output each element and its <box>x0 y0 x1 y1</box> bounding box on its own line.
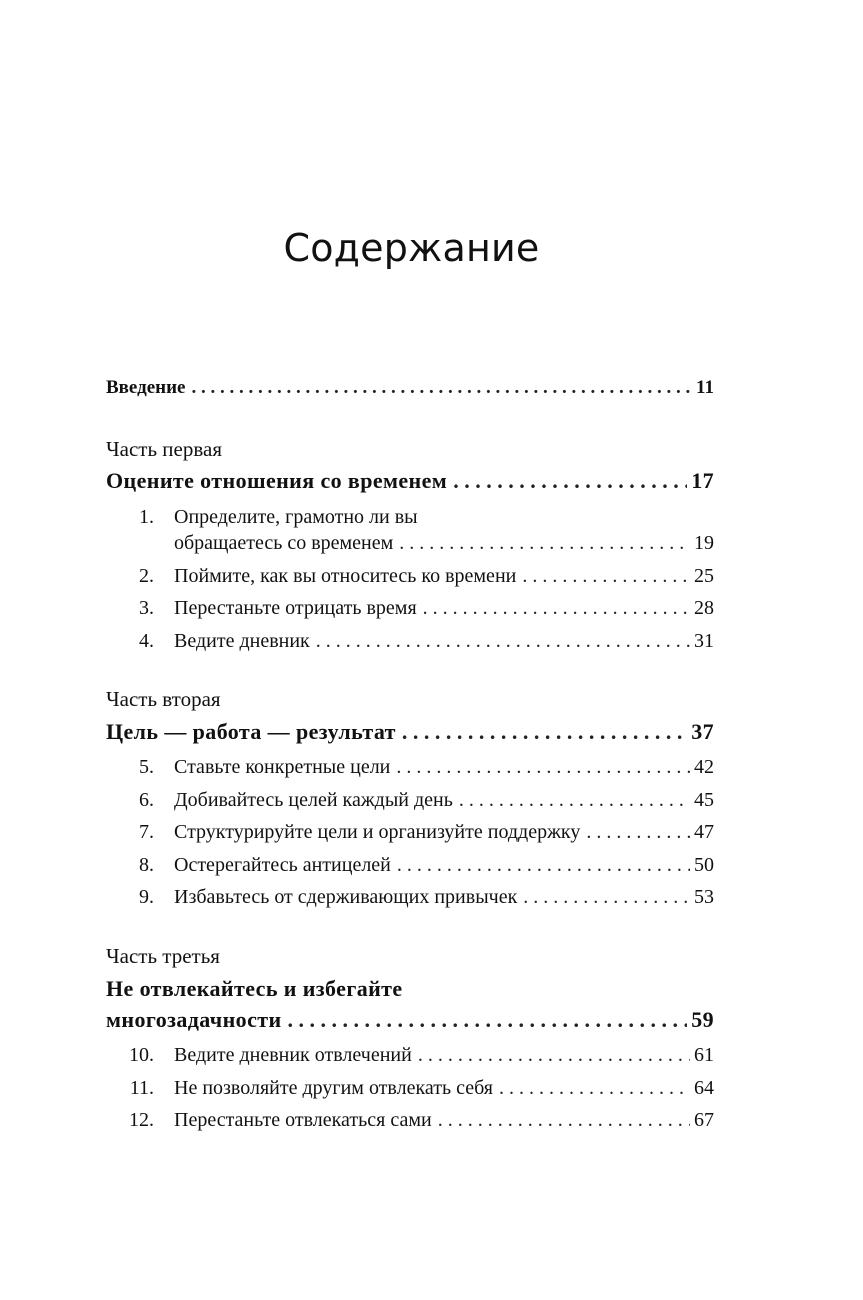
toc-entry-chapter[interactable] <box>126 1076 714 1100</box>
dot-leader <box>192 376 693 400</box>
toc-page-number: 17 <box>691 468 714 493</box>
dot-leader <box>316 629 690 653</box>
dot-leader <box>402 720 687 744</box>
chapter-title: Перестаньте отрицать время <box>174 597 417 619</box>
chapter-title: Ставьте конкретные цели <box>174 756 391 778</box>
part-label: Часть вторая <box>106 687 221 711</box>
part-title-line1: Не отвлекайтесь и избегайте <box>106 976 403 1001</box>
toc-page-number: 28 <box>694 597 714 619</box>
chapter-title: Перестаньте отвлекаться сами <box>174 1109 432 1131</box>
chapter-number: 3. <box>139 597 154 619</box>
toc-entry-chapter[interactable] <box>126 596 714 620</box>
chapter-title: обращаетесь со временем <box>174 532 394 554</box>
toc-page-number: 11 <box>696 377 714 398</box>
chapter-title: Ведите дневник <box>174 630 310 652</box>
toc-entry-intro[interactable] <box>106 376 714 400</box>
chapter-title: Ведите дневник отвлечений <box>174 1044 412 1066</box>
part-title: Оцените отношения со временем <box>106 468 448 493</box>
chapter-number: 8. <box>139 854 154 876</box>
toc-entry-chapter[interactable] <box>126 820 714 844</box>
dot-leader <box>499 1076 690 1100</box>
dot-leader <box>438 1108 690 1132</box>
part-title: многозадачности <box>106 1007 282 1032</box>
chapter-number: 2. <box>139 565 154 587</box>
toc-entry-chapter[interactable] <box>126 1043 714 1067</box>
chapter-title-line1: Определите, грамотно ли вы <box>174 506 418 528</box>
toc-entry-part[interactable] <box>106 720 714 744</box>
toc-page-number: 42 <box>694 756 714 778</box>
part-label: Часть третья <box>106 944 220 968</box>
toc-entry-chapter[interactable] <box>126 564 714 588</box>
toc-entry-part[interactable] <box>106 469 714 493</box>
part-title: Цель — работа — результат <box>106 719 396 744</box>
toc-entry-chapter[interactable] <box>126 853 714 877</box>
toc-page-number: 31 <box>694 630 714 652</box>
toc-entry-chapter[interactable] <box>126 1108 714 1132</box>
toc-page-number: 50 <box>694 854 714 876</box>
part-label: Часть первая <box>106 437 222 461</box>
dot-leader <box>418 1043 690 1067</box>
chapter-title: Остерегайтесь антицелей <box>174 854 391 876</box>
toc-page-number: 53 <box>694 886 714 908</box>
toc-entry-chapter[interactable] <box>126 755 714 779</box>
toc-entry-part[interactable] <box>106 1008 714 1032</box>
dot-leader <box>288 1008 688 1032</box>
chapter-title: Избавьтесь от сдерживающих привычек <box>174 886 518 908</box>
chapter-number: 7. <box>139 821 154 843</box>
toc-page-number: 59 <box>691 1007 714 1032</box>
dot-leader <box>586 820 690 844</box>
dot-leader <box>459 788 690 812</box>
toc-page-number: 45 <box>694 789 714 811</box>
toc-page-number: 61 <box>694 1044 714 1066</box>
dot-leader <box>453 469 687 493</box>
chapter-number: 5. <box>139 756 154 778</box>
dot-leader <box>522 564 690 588</box>
dot-leader <box>523 885 690 909</box>
page-title: Содержание <box>283 226 540 270</box>
dot-leader <box>397 853 690 877</box>
dot-leader <box>423 596 690 620</box>
chapter-title: Не позволяйте другим отвлекать себя <box>174 1077 493 1099</box>
chapter-number: 12. <box>129 1109 154 1131</box>
toc-page-number: 37 <box>691 719 714 744</box>
chapter-number: 6. <box>139 789 154 811</box>
dot-leader <box>399 531 690 555</box>
toc-entry-chapter[interactable] <box>126 629 714 653</box>
toc-page-number: 64 <box>694 1077 714 1099</box>
toc-entry-chapter[interactable] <box>126 885 714 909</box>
chapter-number: 9. <box>139 886 154 908</box>
toc-page-number: 25 <box>694 565 714 587</box>
toc-page-number: 67 <box>694 1109 714 1131</box>
chapter-number: 10. <box>129 1044 154 1066</box>
toc-entry-label: Введение <box>106 377 186 398</box>
chapter-number: 1. <box>139 506 154 528</box>
chapter-number: 4. <box>139 630 154 652</box>
toc-page-number: 47 <box>694 821 714 843</box>
toc-entry-chapter[interactable] <box>126 788 714 812</box>
toc-entry-chapter[interactable] <box>174 531 714 555</box>
dot-leader <box>396 755 690 779</box>
chapter-title: Добивайтесь целей каждый день <box>174 789 453 811</box>
chapter-title: Поймите, как вы относитесь ко времени <box>174 565 517 587</box>
chapter-title: Структурируйте цели и организуйте поддержку <box>174 821 581 843</box>
toc-page-number: 19 <box>694 532 714 554</box>
chapter-number: 11. <box>129 1077 154 1099</box>
